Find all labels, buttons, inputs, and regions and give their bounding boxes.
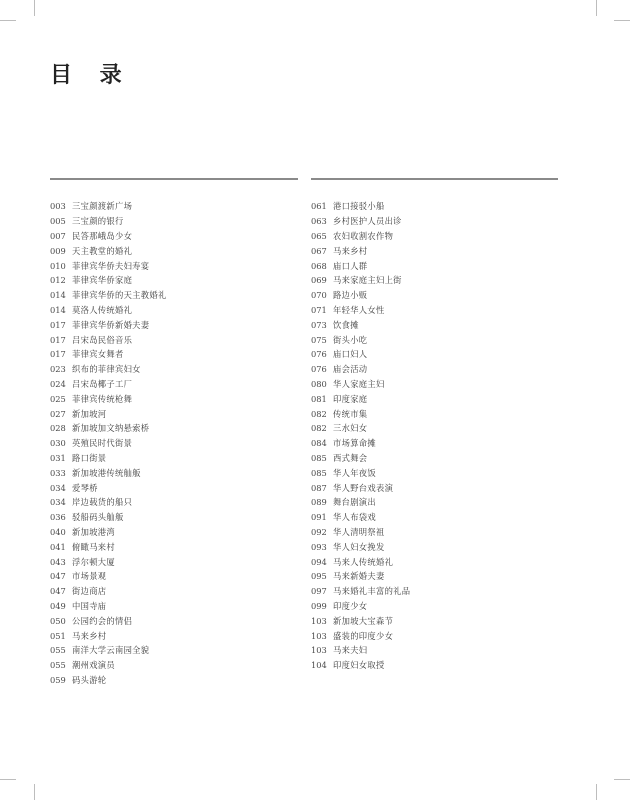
column-rule-left [50, 178, 298, 180]
toc-entry-title: 路边小贩 [333, 290, 368, 301]
toc-entry [311, 495, 410, 510]
toc-entry [311, 584, 410, 599]
toc-entry [311, 347, 410, 362]
toc-entry-title: 菲律宾华侨新婚夫妻 [72, 319, 150, 330]
toc-page-number: 095 [311, 571, 327, 582]
toc-entry-title: 港口接驳小船 [333, 201, 385, 212]
toc-entry [311, 317, 410, 332]
toc-page-number: 065 [311, 230, 327, 241]
toc-entry-title: 爱琴桥 [72, 482, 98, 493]
toc-page-number: 047 [50, 586, 66, 597]
toc-page-number: 085 [311, 467, 327, 478]
toc-entry [50, 421, 167, 436]
crop-mark [596, 784, 597, 800]
toc-entry-title: 舞台剧演出 [333, 497, 376, 508]
toc-entry [311, 243, 410, 258]
toc-page-number: 007 [50, 230, 66, 241]
toc-page-number: 103 [311, 645, 327, 656]
toc-entry-title: 菲律宾华侨夫妇寿宴 [72, 260, 150, 271]
toc-page-number: 092 [311, 526, 327, 537]
toc-page-number: 009 [50, 245, 66, 256]
toc-page-number: 034 [50, 497, 66, 508]
toc-entry [50, 377, 167, 392]
toc-entry-title: 街边商店 [72, 586, 107, 597]
toc-page-number: 094 [311, 556, 327, 567]
toc-page-number: 014 [50, 290, 66, 301]
toc-entry [50, 214, 167, 229]
toc-entry [311, 643, 410, 658]
toc-column-right [311, 199, 410, 673]
toc-entry-title: 印度家庭 [333, 393, 368, 404]
toc-entry-title: 华人妇女挽发 [333, 541, 385, 552]
toc-entry [50, 243, 167, 258]
toc-page-number: 069 [311, 275, 327, 286]
toc-entry [50, 303, 167, 318]
toc-entry-title: 三宝颜渡新广场 [72, 201, 133, 212]
toc-entry-title: 马来人传统婚礼 [333, 556, 394, 567]
toc-entry-title: 马来新婚夫妻 [333, 571, 385, 582]
toc-page-number: 025 [50, 393, 66, 404]
toc-entry-title: 民答那峨岛少女 [72, 230, 133, 241]
crop-mark [34, 784, 35, 800]
toc-entry-title: 印度妇女取授 [333, 660, 385, 671]
toc-entry-title: 新加坡港湾 [72, 526, 115, 537]
toc-page-number: 103 [311, 630, 327, 641]
toc-entry-title: 庙口人群 [333, 260, 368, 271]
toc-entry [311, 258, 410, 273]
toc-entry-title: 市场景观 [72, 571, 107, 582]
toc-entry-title: 马来家庭主妇上街 [333, 275, 402, 286]
toc-entry-title: 新加坡河 [72, 408, 107, 419]
toc-page-number: 003 [50, 201, 66, 212]
toc-page-number: 055 [50, 660, 66, 671]
toc-entry-title: 新加坡大宝森节 [333, 615, 394, 626]
toc-page-number: 097 [311, 586, 327, 597]
toc-entry-title: 传统市集 [333, 408, 368, 419]
toc-page-number: 043 [50, 556, 66, 567]
toc-page-number: 099 [311, 600, 327, 611]
toc-entry-title: 俯瞰马来村 [72, 541, 115, 552]
toc-entry [50, 273, 167, 288]
toc-entry-title: 街头小吃 [333, 334, 368, 345]
toc-page-number: 014 [50, 304, 66, 315]
toc-entry [50, 451, 167, 466]
toc-page-number: 076 [311, 364, 327, 375]
toc-page-number: 089 [311, 497, 327, 508]
toc-entry [311, 510, 410, 525]
toc-entry [311, 525, 410, 540]
toc-entry-title: 盛装的印度少女 [333, 630, 394, 641]
toc-page-number: 050 [50, 615, 66, 626]
toc-entry [311, 599, 410, 614]
column-rule-right [311, 178, 558, 180]
toc-entry [311, 436, 410, 451]
toc-entry-title: 乡村医护人员出诊 [333, 216, 402, 227]
toc-page-number: 040 [50, 526, 66, 537]
toc-entry-title: 织布的菲律宾妇女 [72, 364, 141, 375]
toc-entry-title: 农妇收割农作物 [333, 230, 394, 241]
toc-page-number: 081 [311, 393, 327, 404]
crop-mark [614, 20, 630, 21]
toc-column-left [50, 199, 167, 687]
toc-page-number: 067 [311, 245, 327, 256]
toc-page-number: 036 [50, 512, 66, 523]
toc-entry [311, 199, 410, 214]
toc-entry-title: 南洋大学云南园全貌 [72, 645, 150, 656]
toc-page-number: 028 [50, 423, 66, 434]
toc-entry [311, 214, 410, 229]
toc-entry-title: 三水妇女 [333, 423, 368, 434]
toc-entry-title: 华人布袋戏 [333, 512, 376, 523]
toc-entry [311, 554, 410, 569]
toc-entry-title: 潮州戏演员 [72, 660, 115, 671]
toc-entry [50, 554, 167, 569]
toc-entry-title: 庙会活动 [333, 364, 368, 375]
toc-entry [50, 569, 167, 584]
toc-entry [50, 628, 167, 643]
toc-page-number: 031 [50, 452, 66, 463]
toc-entry-title: 印度少女 [333, 600, 368, 611]
toc-page-number: 093 [311, 541, 327, 552]
toc-page-number: 070 [311, 290, 327, 301]
toc-page-number: 061 [311, 201, 327, 212]
toc-entry-title: 吕宋岛椰子工厂 [72, 378, 133, 389]
toc-entry-title: 西式舞会 [333, 452, 368, 463]
toc-page-number: 076 [311, 349, 327, 360]
toc-entry [50, 362, 167, 377]
toc-page-number: 091 [311, 512, 327, 523]
toc-entry [50, 406, 167, 421]
crop-mark [596, 0, 597, 16]
toc-page-number: 051 [50, 630, 66, 641]
toc-entry [50, 525, 167, 540]
toc-page-number: 103 [311, 615, 327, 626]
toc-page-number: 005 [50, 216, 66, 227]
toc-entry [311, 229, 410, 244]
toc-entry-title: 菲律宾华侨家庭 [72, 275, 133, 286]
toc-page-number: 049 [50, 600, 66, 611]
toc-entry [50, 673, 167, 688]
toc-entry-title: 浮尔顿大厦 [72, 556, 115, 567]
toc-entry-title: 驳船码头舢舨 [72, 512, 124, 523]
toc-page-number: 075 [311, 334, 327, 345]
toc-page-number: 082 [311, 423, 327, 434]
toc-page-number: 017 [50, 334, 66, 345]
toc-entry [50, 258, 167, 273]
toc-page-number: 085 [311, 452, 327, 463]
toc-page-number: 068 [311, 260, 327, 271]
toc-entry-title: 吕宋岛民俗音乐 [72, 334, 133, 345]
toc-entry-title: 菲律宾女舞者 [72, 349, 124, 360]
toc-entry [50, 613, 167, 628]
toc-entry-title: 年轻华人女性 [333, 304, 385, 315]
toc-entry-title: 马来夫妇 [333, 645, 368, 656]
crop-mark [34, 0, 35, 16]
toc-entry [50, 465, 167, 480]
toc-entry-title: 马来乡村 [72, 630, 107, 641]
toc-entry-title: 新加坡加文纳悬索桥 [72, 423, 150, 434]
toc-entry [311, 465, 410, 480]
toc-page-number: 059 [50, 674, 66, 685]
toc-page-number: 080 [311, 378, 327, 389]
toc-page-number: 047 [50, 571, 66, 582]
toc-entry [311, 480, 410, 495]
toc-entry-title: 饮食摊 [333, 319, 359, 330]
toc-entry [311, 377, 410, 392]
toc-entry-title: 路口街景 [72, 452, 107, 463]
page-title: 目 录 [50, 62, 132, 88]
toc-page-number: 073 [311, 319, 327, 330]
toc-page-number: 017 [50, 349, 66, 360]
toc-entry [311, 421, 410, 436]
toc-entry [50, 584, 167, 599]
toc-entry-title: 英殖民时代街景 [72, 438, 133, 449]
toc-entry-title: 公园约会的情侣 [72, 615, 133, 626]
toc-page-number: 017 [50, 319, 66, 330]
crop-mark [0, 779, 16, 780]
toc-entry [311, 613, 410, 628]
toc-entry [50, 495, 167, 510]
toc-entry-title: 华人清明祭祖 [333, 526, 385, 537]
toc-entry [50, 332, 167, 347]
toc-entry [311, 332, 410, 347]
toc-entry [311, 539, 410, 554]
toc-entry [311, 658, 410, 673]
toc-entry [311, 406, 410, 421]
toc-entry-title: 菲律宾传统枪舞 [72, 393, 133, 404]
crop-mark [0, 20, 16, 21]
toc-page-number: 055 [50, 645, 66, 656]
toc-entry-title: 庙口妇人 [333, 349, 368, 360]
toc-entry [50, 643, 167, 658]
toc-entry-title: 莫洛人传统婚礼 [72, 304, 133, 315]
toc-entry [50, 199, 167, 214]
toc-page-number: 084 [311, 438, 327, 449]
toc-page-number: 063 [311, 216, 327, 227]
toc-entry [50, 658, 167, 673]
toc-entry-title: 市场算命摊 [333, 438, 376, 449]
toc-entry [50, 436, 167, 451]
toc-page-number: 030 [50, 438, 66, 449]
toc-page-number: 041 [50, 541, 66, 552]
toc-page-number: 033 [50, 467, 66, 478]
toc-page-number: 012 [50, 275, 66, 286]
toc-page-number: 023 [50, 364, 66, 375]
toc-entry [50, 599, 167, 614]
toc-entry-title: 华人野台戏表演 [333, 482, 394, 493]
toc-entry [50, 288, 167, 303]
toc-entry [50, 347, 167, 362]
toc-entry [311, 451, 410, 466]
toc-entry-title: 三宝颜的银行 [72, 216, 124, 227]
toc-page-number: 082 [311, 408, 327, 419]
toc-entry [311, 628, 410, 643]
toc-entry-title: 马来乡村 [333, 245, 368, 256]
toc-entry [50, 229, 167, 244]
toc-entry [311, 303, 410, 318]
toc-page-number: 104 [311, 660, 327, 671]
toc-entry-title: 菲律宾华侨的天主教婚礼 [72, 290, 167, 301]
toc-page-number: 087 [311, 482, 327, 493]
toc-entry [311, 288, 410, 303]
toc-page-number: 024 [50, 378, 66, 389]
toc-entry-title: 天主教堂的婚礼 [72, 245, 133, 256]
toc-entry [311, 569, 410, 584]
toc-entry [311, 273, 410, 288]
toc-entry-title: 中国寺庙 [72, 600, 107, 611]
toc-entry [50, 510, 167, 525]
toc-entry-title: 新加坡港传统舢舨 [72, 467, 141, 478]
toc-entry [50, 480, 167, 495]
toc-entry [50, 391, 167, 406]
toc-entry-title: 码头游轮 [72, 674, 107, 685]
crop-mark [614, 779, 630, 780]
toc-entry [50, 317, 167, 332]
toc-entry-title: 岸边载货的船只 [72, 497, 133, 508]
toc-page-number: 071 [311, 304, 327, 315]
toc-entry [50, 539, 167, 554]
toc-page-number: 010 [50, 260, 66, 271]
toc-entry [311, 362, 410, 377]
toc-entry-title: 华人年夜饭 [333, 467, 376, 478]
toc-page-number: 034 [50, 482, 66, 493]
toc-page-number: 027 [50, 408, 66, 419]
toc-entry-title: 马来婚礼丰富的礼品 [333, 586, 411, 597]
toc-entry-title: 华人家庭主妇 [333, 378, 385, 389]
toc-entry [311, 391, 410, 406]
